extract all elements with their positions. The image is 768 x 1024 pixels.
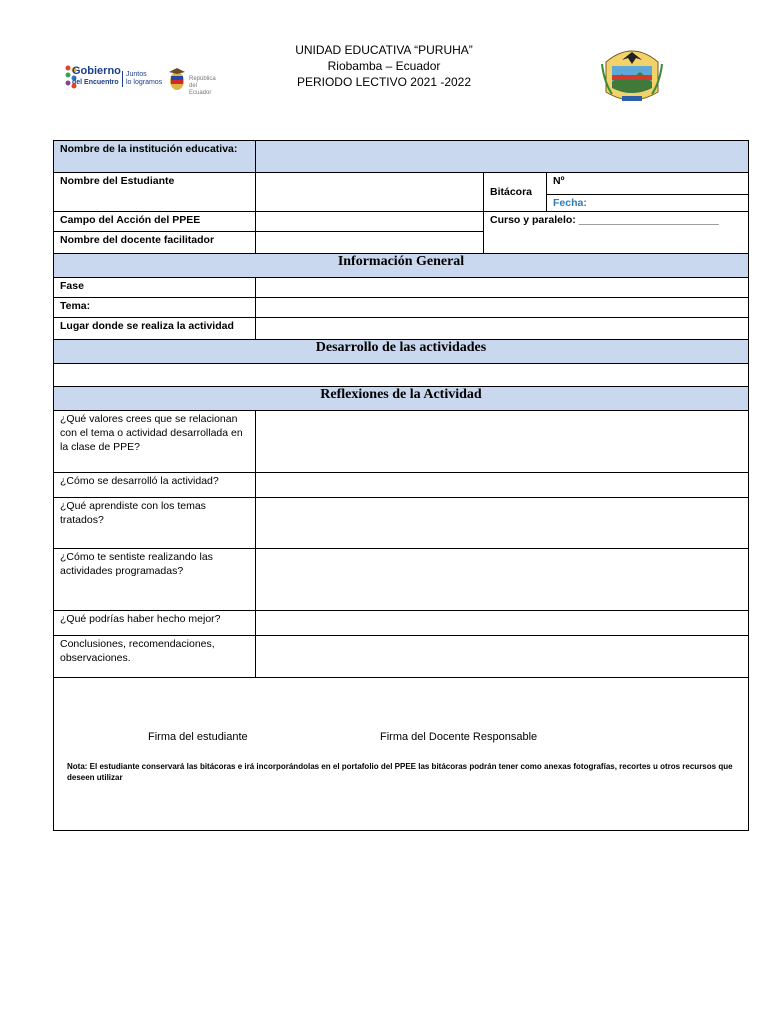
school-crest-icon <box>598 42 666 108</box>
answer-aprendiste[interactable] <box>256 498 749 549</box>
question-mejor: ¿Qué podrías haber hecho mejor? <box>54 611 256 636</box>
campo-field[interactable] <box>256 212 484 232</box>
answer-desarrollo[interactable] <box>256 473 749 498</box>
gov-name <box>72 66 121 88</box>
fase-label: Fase <box>54 278 256 298</box>
school-location: Riobamba – Ecuador <box>327 59 441 73</box>
answer-valores[interactable] <box>256 411 749 473</box>
document-header <box>200 42 568 90</box>
fase-field[interactable] <box>256 278 749 298</box>
student-label: Nombre del Estudiante <box>54 173 256 212</box>
lugar-field[interactable] <box>256 318 749 340</box>
school-crest-logo <box>598 42 666 108</box>
institution-field[interactable] <box>256 141 749 173</box>
curso-field[interactable] <box>484 212 749 254</box>
section-desarrollo: Desarrollo de las actividades <box>54 340 749 364</box>
firma-docente: Firma del Docente Responsable <box>380 731 538 743</box>
section-reflexiones: Reflexiones de la Actividad <box>54 387 749 411</box>
question-valores: ¿Qué valores crees que se relacionan con el tema o actividad desarrollada en la clase de PPE? <box>54 411 256 473</box>
campo-label: Campo del Acción del PPEE <box>54 212 256 232</box>
tema-label: Tema: <box>54 298 256 318</box>
curso-label: Curso y paralelo: ________________________ <box>490 214 719 226</box>
gov-sub-text: del Encuentro <box>72 79 119 86</box>
number-field[interactable] <box>547 173 749 195</box>
number-label: Nº <box>553 175 565 187</box>
gov-slogan <box>122 71 162 87</box>
docente-label: Nombre del docente facilitador <box>54 232 256 254</box>
answer-mejor[interactable] <box>256 611 749 636</box>
gov-main-text: Gobierno <box>72 65 121 77</box>
government-logo <box>64 60 219 102</box>
question-sentiste: ¿Cómo te sentiste realizando las actividades programadas? <box>54 549 256 611</box>
question-aprendiste: ¿Qué aprendiste con los temas tratados? <box>54 498 256 549</box>
fecha-label: Fecha: <box>553 197 587 209</box>
school-period: PERIODO LECTIVO 2021 -2022 <box>296 75 472 89</box>
signature-section <box>54 678 749 831</box>
answer-conclusiones[interactable] <box>256 636 749 678</box>
institution-label: Nombre de la institución educativa: <box>54 141 256 173</box>
answer-sentiste[interactable] <box>256 549 749 611</box>
docente-field[interactable] <box>256 232 484 254</box>
gov-slogan-line1: Juntos <box>126 71 147 78</box>
section-informacion-general: Información General <box>54 254 749 278</box>
nota-text: Nota: El estudiante conservará las bitácoras e irá incorporándolas en el portafolio del PPEE las bitácoras podrán tener como anexas fotografías, recortes u otros recursos que deseen utilizar <box>67 762 733 782</box>
question-desarrollo: ¿Cómo se desarrolló la actividad? <box>54 473 256 498</box>
republic-line2: del Ecuador <box>189 83 212 96</box>
fecha-field[interactable] <box>547 195 749 212</box>
lugar-label: Lugar donde se realiza la actividad <box>54 318 256 340</box>
firma-estudiante: Firma del estudiante <box>148 731 248 743</box>
republic-line1: República <box>189 76 216 82</box>
ecuador-coat-of-arms-icon <box>167 66 187 94</box>
student-field[interactable] <box>256 173 484 212</box>
school-name: UNIDAD EDUCATIVA “PURUHA” <box>295 43 473 57</box>
gov-slogan-line2: lo logramos <box>126 79 163 86</box>
bitacora-form <box>53 140 749 831</box>
tema-field[interactable] <box>256 298 749 318</box>
question-conclusiones: Conclusiones, recomendaciones, observaciones. <box>54 636 256 678</box>
desarrollo-field[interactable] <box>54 364 749 387</box>
bitacora-label: Bitácora <box>484 173 547 212</box>
